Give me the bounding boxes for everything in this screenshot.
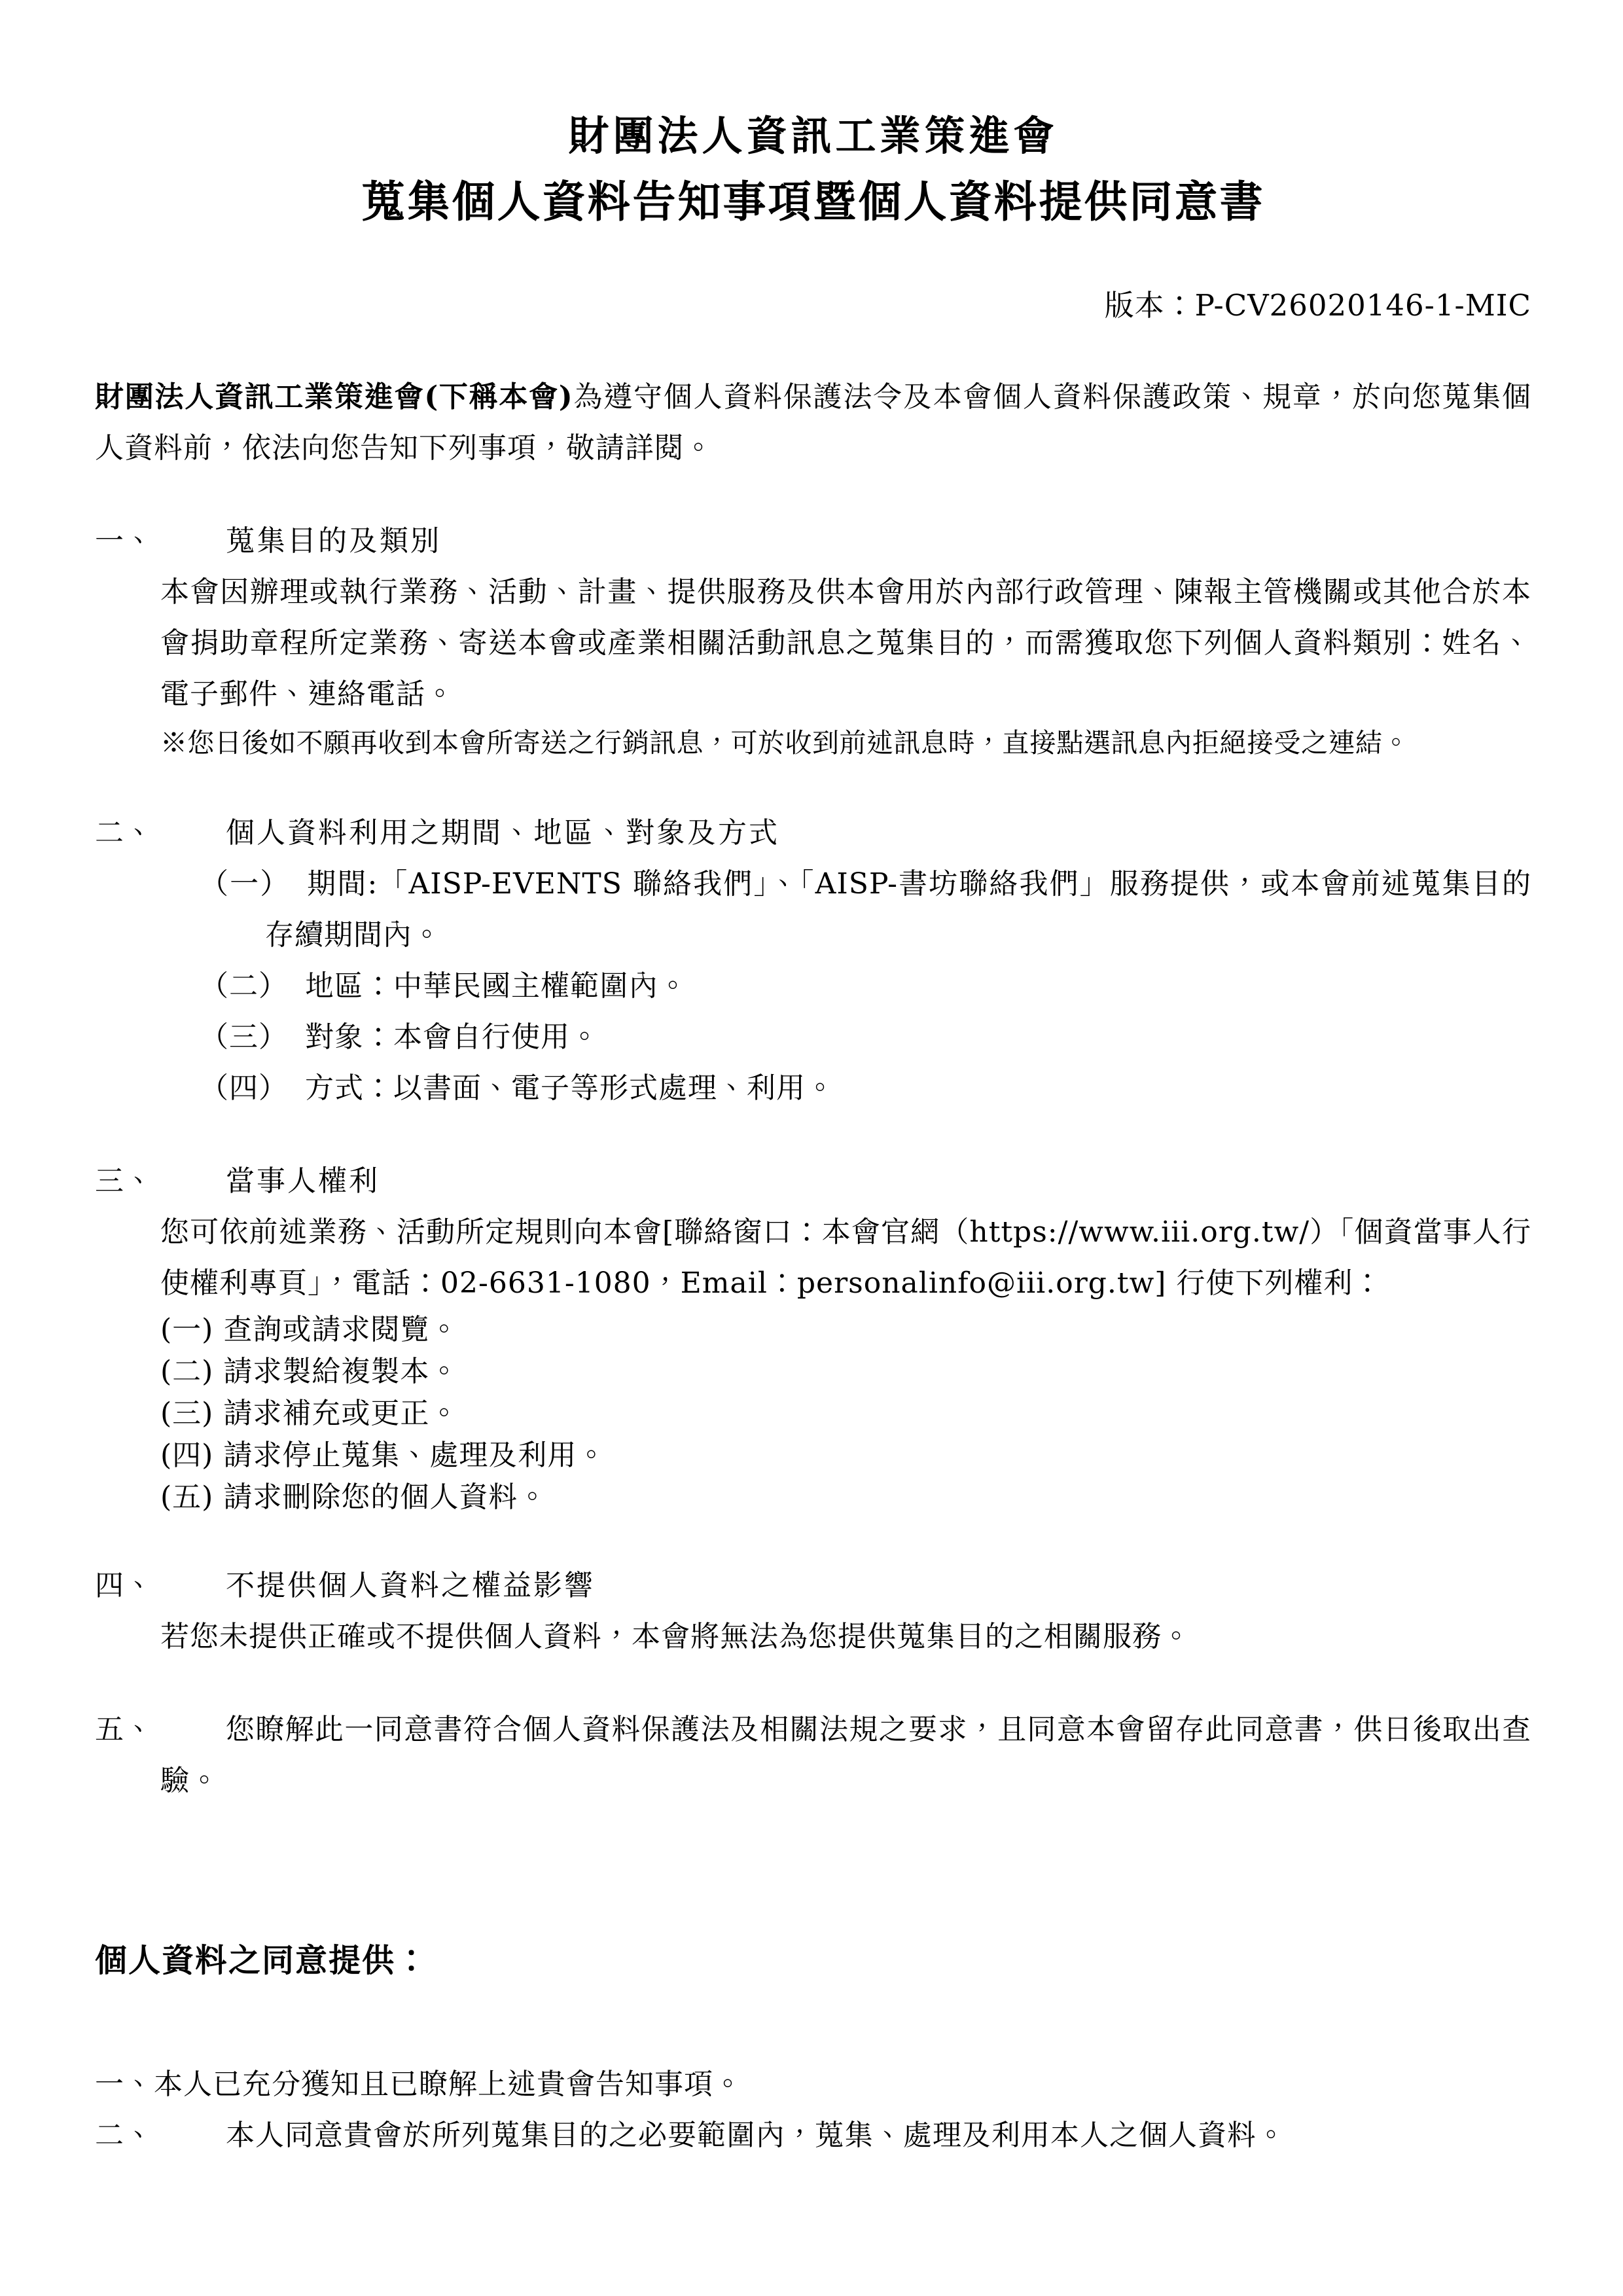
consent-item-acknowledged bbox=[95, 2059, 1531, 2110]
intro-rest: 為遵守個人資料保護法令及本會個人資料保護政策、規章，於向您蒐集個人資料前，依法向您告知下列事項，敬請詳閱。 bbox=[95, 380, 1532, 465]
consent-provision-block bbox=[95, 1935, 1531, 2161]
right-item-stop: (四) 請求停止蒐集、處理及利用。 bbox=[160, 1439, 607, 1472]
document-title: 蒐集個人資料告知事項暨個人資料提供同意書 bbox=[361, 176, 1265, 227]
intro-lead-bold: 財團法人資訊工業策進會(下稱本會) bbox=[95, 380, 573, 414]
version-label: 版本：P-CV26020146-1-MIC bbox=[1104, 288, 1531, 323]
section-5-number: 五、 bbox=[95, 1713, 154, 1746]
consent-item-agree bbox=[95, 2110, 1531, 2161]
section-usage-scope bbox=[95, 808, 1531, 1114]
consent-item-1-number: 一、 bbox=[95, 2068, 154, 2101]
section-4-heading-row bbox=[95, 1560, 1531, 1611]
section-1-body: 本會因辦理或執行業務、活動、計畫、提供服務及供本會用於內部行政管理、陳報主管機關或其他合於本會捐助章程所定業務、寄送本會或產業相關活動訊息之蒐集目的，而需獲取您下列個人資料類別：姓名、電子郵件、連絡電話。 bbox=[160, 575, 1531, 711]
section-4-body: 若您未提供正確或不提供個人資料，本會將無法為您提供蒐集目的之相關服務。 bbox=[160, 1620, 1191, 1653]
section-impact-of-refusal bbox=[95, 1560, 1531, 1662]
section-2-heading: 個人資料利用之期間、地區、對象及方式 bbox=[226, 816, 779, 850]
organization-title: 財團法人資訊工業策進會 bbox=[568, 112, 1058, 160]
subitem-method bbox=[95, 1063, 1531, 1114]
section-data-subject-rights bbox=[95, 1156, 1531, 1518]
section-2-heading-row bbox=[95, 808, 1531, 859]
subitem-period-label: （一） bbox=[200, 867, 291, 901]
consent-heading: 個人資料之同意提供： bbox=[95, 1941, 429, 1979]
section-1-number: 一、 bbox=[95, 524, 154, 558]
subitem-method-text: 方式：以書面、電子等形式處理、利用。 bbox=[305, 1071, 835, 1105]
rights-list bbox=[95, 1309, 1531, 1518]
consent-items bbox=[95, 2059, 1531, 2161]
section-1-heading: 蒐集目的及類別 bbox=[226, 524, 441, 558]
section-collection-purpose bbox=[95, 516, 1531, 766]
consent-item-2-number: 二、 bbox=[95, 2119, 154, 2152]
consent-item-1-text: 本人已充分獲知且已瞭解上述貴會告知事項。 bbox=[154, 2068, 743, 2101]
section-retention-statement bbox=[95, 1704, 1531, 1806]
section-4-heading: 不提供個人資料之權益影響 bbox=[226, 1569, 595, 1602]
consent-item-2-text: 本人同意貴會於所列蒐集目的之必要範圍內，蒐集、處理及利用本人之個人資料。 bbox=[226, 2119, 1286, 2152]
section-3-heading-row bbox=[95, 1156, 1531, 1207]
subitem-region bbox=[95, 961, 1531, 1012]
right-item-correction: (三) 請求補充或更正。 bbox=[160, 1397, 459, 1430]
section-1-heading-row bbox=[95, 516, 1531, 567]
right-item-delete: (五) 請求刪除您的個人資料。 bbox=[160, 1480, 548, 1514]
section-4-number: 四、 bbox=[95, 1569, 154, 1602]
subitem-region-label: （二） bbox=[200, 969, 288, 1003]
section-2-number: 二、 bbox=[95, 816, 154, 850]
section-1-note: ※您日後如不願再收到本會所寄送之行銷訊息，可於收到前述訊息時，直接點選訊息內拒絕接受之連結。 bbox=[160, 727, 1410, 759]
subitem-period bbox=[95, 859, 1531, 961]
subitem-region-text: 地區：中華民國主權範圍內。 bbox=[305, 969, 688, 1003]
right-item-inquiry: (一) 查詢或請求閱覽。 bbox=[160, 1313, 459, 1346]
section-3-body: 您可依前述業務、活動所定規則向本會[聯絡窗口：本會官網（https://www.iii.org.tw/）「個資當事人行使權利專頁」，電話：02-6631-1080，Email：personalinfo@iii.org.tw] 行使下列權利： bbox=[160, 1215, 1531, 1300]
section-5-row bbox=[95, 1704, 1531, 1806]
subitem-target bbox=[95, 1012, 1531, 1063]
subitem-method-label: （四） bbox=[200, 1071, 288, 1105]
subitem-target-label: （三） bbox=[200, 1020, 288, 1054]
right-item-copy: (二) 請求製給複製本。 bbox=[160, 1355, 459, 1388]
section-5-text: 您瞭解此一同意書符合個人資料保護法及相關法規之要求，且同意本會留存此同意書，供日後取出查驗。 bbox=[160, 1713, 1531, 1797]
subitem-period-text: 期間:「AISP-EVENTS 聯絡我們」、「AISP-書坊聯絡我們」服務提供，或本會前述蒐集目的存續期間內。 bbox=[265, 867, 1532, 952]
section-3-number: 三、 bbox=[95, 1164, 154, 1198]
subitem-target-text: 對象：本會自行使用。 bbox=[305, 1020, 599, 1054]
section-3-heading: 當事人權利 bbox=[226, 1164, 380, 1198]
intro-paragraph bbox=[95, 372, 1531, 474]
